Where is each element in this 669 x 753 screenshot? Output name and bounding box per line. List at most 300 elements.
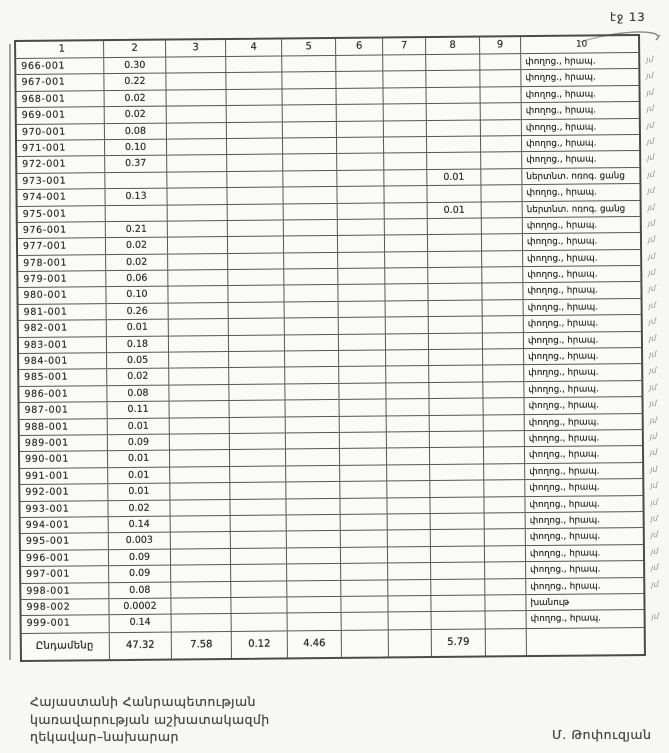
cell-area-value: 0.18 bbox=[107, 336, 169, 352]
total-col8-value: 5.79 bbox=[432, 629, 486, 656]
cell-area-value: 0.13 bbox=[105, 189, 167, 205]
cell-col4 bbox=[229, 351, 285, 367]
issuer-line-2: կառավարության աշխատակազմի bbox=[30, 711, 270, 727]
cell-land-usage: փողոց., հրապ. bbox=[525, 105, 597, 117]
cell-col4 bbox=[232, 614, 288, 631]
cell-area-value: 0.09 bbox=[109, 566, 171, 582]
cell-col5 bbox=[286, 466, 340, 482]
cell-col3 bbox=[169, 352, 229, 368]
cell-col5 bbox=[285, 384, 339, 400]
cell-col3 bbox=[169, 303, 229, 319]
cell-col9 bbox=[481, 120, 522, 136]
cell-col8-value bbox=[427, 186, 481, 202]
cell-parcel-code: 983-001 bbox=[19, 337, 107, 353]
cell-parcel-code: 989-001 bbox=[20, 435, 108, 451]
cell-col5 bbox=[285, 302, 339, 318]
cell-col3 bbox=[170, 401, 230, 417]
cell-col5 bbox=[286, 417, 340, 433]
cell-area-value: 0.05 bbox=[107, 353, 169, 369]
margin-mark: յմ bbox=[650, 481, 658, 491]
cell-col8-value bbox=[429, 350, 483, 366]
cell-col6 bbox=[340, 416, 387, 432]
cell-col6 bbox=[336, 55, 383, 71]
cell-col3 bbox=[167, 188, 227, 204]
cell-col5 bbox=[287, 515, 341, 531]
cell-area-value: 0.09 bbox=[109, 549, 171, 565]
margin-mark: յմ bbox=[649, 415, 658, 425]
cell-col6 bbox=[340, 432, 387, 448]
column-header-4: 4 bbox=[226, 39, 282, 56]
cell-parcel-code: 980-001 bbox=[18, 288, 106, 304]
cell-area-value: 0.06 bbox=[106, 271, 168, 287]
cell-col3 bbox=[167, 106, 227, 122]
column-header-2: 2 bbox=[104, 41, 166, 58]
cell-parcel-code: 991-001 bbox=[20, 468, 108, 484]
total-col4-value: 0.12 bbox=[232, 631, 288, 658]
cell-parcel-code: 974-001 bbox=[17, 189, 105, 205]
cell-col5 bbox=[287, 564, 341, 580]
cell-col4 bbox=[229, 302, 285, 318]
cell-col5 bbox=[284, 269, 338, 285]
cell-parcel-code: 985-001 bbox=[19, 370, 107, 386]
cell-parcel-code: 990-001 bbox=[20, 452, 108, 468]
cell-col4 bbox=[230, 466, 286, 482]
cell-area-value: 0.11 bbox=[108, 402, 170, 418]
cell-col5 bbox=[285, 367, 339, 383]
cell-col6 bbox=[338, 285, 385, 301]
cell-col8-value bbox=[428, 251, 482, 267]
margin-mark: յմ bbox=[650, 497, 658, 507]
cell-col9 bbox=[482, 267, 523, 283]
cell-area-value: 0.01 bbox=[107, 320, 169, 336]
cell-parcel-code: 998-002 bbox=[21, 599, 109, 615]
cell-land-usage: փողոց., հրապ. bbox=[526, 138, 597, 150]
cell-land-usage: փողոց., հրապ. bbox=[527, 285, 598, 297]
cell-col3 bbox=[169, 368, 229, 384]
cell-col9 bbox=[481, 136, 522, 152]
margin-mark: յմ bbox=[648, 251, 656, 261]
cell-parcel-code: 997-001 bbox=[21, 566, 109, 582]
cell-col7 bbox=[387, 416, 430, 432]
cell-col8-value bbox=[428, 268, 482, 284]
cell-col7 bbox=[387, 432, 430, 448]
cell-col5 bbox=[283, 121, 337, 137]
cell-parcel-code: 978-001 bbox=[18, 255, 106, 271]
cell-land-usage: ներտնտ. ոռոգ. ցանց bbox=[526, 170, 625, 182]
issuer-block bbox=[30, 693, 270, 746]
cell-col5 bbox=[288, 613, 342, 630]
cell-col9 bbox=[482, 234, 523, 250]
cell-col7 bbox=[384, 137, 427, 153]
cell-col4 bbox=[227, 171, 283, 187]
cell-parcel-code: 988-001 bbox=[20, 419, 108, 435]
margin-mark: յմ bbox=[649, 431, 658, 441]
cell-col5 bbox=[283, 187, 337, 203]
cell-col4 bbox=[231, 515, 287, 531]
cell-col7 bbox=[386, 301, 429, 317]
cell-col8-value bbox=[432, 612, 486, 629]
cell-col3 bbox=[168, 221, 228, 237]
cell-area-value: 0.003 bbox=[109, 533, 171, 549]
cell-col3 bbox=[171, 581, 231, 597]
cell-col8-value bbox=[429, 399, 483, 415]
cell-col3 bbox=[170, 483, 230, 499]
cell-col7 bbox=[387, 498, 430, 514]
cell-col6 bbox=[337, 137, 384, 153]
cell-col6 bbox=[341, 580, 388, 596]
cell-col5 bbox=[285, 335, 339, 351]
margin-mark: յմ bbox=[648, 284, 656, 294]
margin-mark: յմ bbox=[646, 87, 654, 97]
cell-col8-value bbox=[427, 136, 481, 152]
cell-col6 bbox=[339, 367, 386, 383]
cell-col5 bbox=[283, 89, 337, 105]
cell-col8-value bbox=[429, 382, 483, 398]
cell-col8-value bbox=[428, 218, 482, 234]
cell-col5 bbox=[282, 72, 336, 88]
cell-area-value: 0.08 bbox=[105, 123, 167, 139]
column-header-1: 1 bbox=[16, 41, 104, 58]
cell-col6 bbox=[341, 596, 388, 612]
cell-col3 bbox=[167, 172, 227, 188]
cell-land-usage: փողոց., հրապ. bbox=[525, 72, 596, 84]
cell-area-value bbox=[106, 205, 168, 221]
cell-col4 bbox=[229, 319, 285, 335]
cell-col5 bbox=[283, 154, 337, 170]
margin-mark: յմ bbox=[646, 71, 654, 81]
cell-land-usage: փողոց., հրապ. bbox=[530, 613, 602, 625]
cell-col3 bbox=[170, 500, 230, 516]
cell-parcel-code: 986-001 bbox=[19, 386, 107, 402]
cell-col3 bbox=[171, 532, 231, 548]
cell-col4 bbox=[231, 581, 287, 597]
cell-area-value: 0.01 bbox=[108, 451, 170, 467]
margin-mark: յմ bbox=[647, 218, 656, 228]
cell-col3 bbox=[171, 565, 231, 581]
cell-col6 bbox=[337, 187, 384, 203]
cell-parcel-code: 981-001 bbox=[19, 304, 107, 320]
cell-col9 bbox=[482, 218, 523, 234]
cell-col4 bbox=[231, 532, 287, 548]
cell-col3 bbox=[166, 73, 226, 89]
cell-col3 bbox=[171, 549, 231, 565]
cell-parcel-code: 996-001 bbox=[21, 550, 109, 566]
cell-area-value: 0.26 bbox=[107, 303, 169, 319]
table-total-row bbox=[22, 627, 644, 660]
cell-parcel-code: 993-001 bbox=[20, 501, 108, 517]
cell-col6 bbox=[338, 236, 385, 252]
cell-land-usage: փողոց., հրապ. bbox=[529, 466, 600, 477]
cell-col7 bbox=[386, 366, 429, 382]
cell-area-value: 0.14 bbox=[109, 516, 171, 532]
total-col9-cell bbox=[486, 629, 527, 655]
cell-land-usage: փողոց., հրապ. bbox=[529, 498, 600, 510]
cell-col8-value bbox=[429, 366, 483, 382]
cell-col3 bbox=[171, 516, 231, 532]
cell-area-value: 0.10 bbox=[105, 140, 167, 156]
cell-col4 bbox=[230, 450, 286, 466]
total-col10-cell bbox=[527, 628, 644, 655]
issuer-line-1: Հայաստանի Հանրապետության bbox=[30, 694, 256, 709]
cell-col4 bbox=[228, 204, 284, 220]
cell-land-usage: փողոց., հրապ. bbox=[527, 335, 599, 346]
cell-col9 bbox=[483, 382, 524, 398]
cell-area-value: 0.01 bbox=[108, 484, 170, 500]
cell-col6 bbox=[340, 400, 387, 416]
cell-col9 bbox=[485, 562, 526, 578]
cell-col9 bbox=[484, 464, 525, 480]
cell-col5 bbox=[287, 597, 341, 613]
cell-col5 bbox=[284, 220, 338, 236]
cell-col6 bbox=[340, 498, 387, 514]
cell-col6 bbox=[338, 203, 385, 219]
cell-land-usage: փողոց., հրապ. bbox=[530, 564, 601, 576]
cell-col9 bbox=[485, 595, 526, 611]
cell-col5 bbox=[285, 318, 339, 334]
cell-parcel-code: 976-001 bbox=[18, 222, 106, 238]
cell-col3 bbox=[169, 336, 229, 352]
cell-col4 bbox=[230, 401, 286, 417]
cell-col4 bbox=[229, 384, 285, 400]
cell-col3 bbox=[170, 434, 230, 450]
cell-col8-value: 0.01 bbox=[428, 202, 482, 218]
cell-land-usage: փողոց., հրապ. bbox=[526, 154, 597, 166]
cell-col3 bbox=[169, 319, 229, 335]
total-col2-value: 47.32 bbox=[110, 632, 172, 659]
cell-parcel-code: 987-001 bbox=[20, 402, 108, 418]
cell-col8-value bbox=[429, 317, 483, 333]
cell-land-usage: փողոց., հրապ. bbox=[526, 236, 598, 248]
cell-land-usage: փողոց., հրապ. bbox=[525, 121, 597, 133]
cell-land-usage: ներտնտ. ոռոգ. ցանց bbox=[526, 203, 626, 215]
margin-mark: յմ bbox=[648, 333, 657, 343]
cell-col4 bbox=[229, 368, 285, 384]
cell-col5 bbox=[285, 351, 339, 367]
cell-col8-value bbox=[431, 546, 485, 562]
cell-col7 bbox=[384, 186, 427, 202]
cell-land-usage: փողոց., հրապ. bbox=[528, 433, 600, 445]
margin-mark: յմ bbox=[649, 382, 657, 392]
cell-col5 bbox=[286, 400, 340, 416]
cell-col3 bbox=[172, 614, 232, 631]
cell-parcel-code: 967-001 bbox=[16, 75, 104, 91]
cell-col5 bbox=[283, 138, 337, 154]
cell-col3 bbox=[166, 57, 226, 73]
cell-col5 bbox=[286, 433, 340, 449]
cell-col4 bbox=[228, 253, 284, 269]
cell-area-value bbox=[105, 172, 167, 188]
cell-col9 bbox=[486, 611, 527, 628]
cell-col5 bbox=[284, 285, 338, 301]
cell-col8-value bbox=[431, 579, 485, 595]
column-header-5: 5 bbox=[282, 39, 336, 56]
cell-col4 bbox=[230, 417, 286, 433]
cell-col6 bbox=[339, 350, 386, 366]
cell-col9 bbox=[484, 497, 525, 513]
cell-col3 bbox=[168, 237, 228, 253]
cell-parcel-code: 998-001 bbox=[21, 583, 109, 599]
cell-col8-value bbox=[430, 432, 484, 448]
cell-parcel-code: 970-001 bbox=[17, 124, 105, 140]
total-col6-cell bbox=[342, 630, 389, 656]
cell-col7 bbox=[385, 285, 428, 301]
cell-col5 bbox=[287, 548, 341, 564]
cell-land-usage: փողոց., հրապ. bbox=[527, 253, 598, 264]
cell-land-usage: փողոց., հրապ. bbox=[530, 580, 601, 592]
margin-mark: յմ bbox=[646, 136, 655, 146]
cell-col6 bbox=[339, 301, 386, 317]
cell-col7 bbox=[384, 170, 427, 186]
cell-land-usage: փողոց., հրապ. bbox=[526, 187, 597, 199]
cell-col8-value bbox=[428, 235, 482, 251]
cell-col4 bbox=[227, 155, 283, 171]
cell-area-value: 0.08 bbox=[109, 582, 171, 598]
margin-mark: յմ bbox=[650, 530, 659, 540]
cell-col8-value bbox=[429, 333, 483, 349]
cell-land-usage: փողոց., հրապ. bbox=[528, 367, 599, 379]
cell-col9 bbox=[483, 349, 524, 365]
cell-col8-value bbox=[431, 513, 485, 529]
land-register-table bbox=[14, 34, 659, 662]
cell-col4 bbox=[227, 138, 283, 154]
margin-mark: յմ bbox=[647, 153, 655, 163]
cell-col8-value bbox=[428, 284, 482, 300]
total-col5-value: 4.46 bbox=[288, 631, 342, 658]
cell-col5 bbox=[287, 580, 341, 596]
cell-col9 bbox=[483, 366, 524, 382]
cell-land-usage: փողոց., հրապ. bbox=[526, 220, 598, 232]
issuer-line-3: ղեկավար–նախարար bbox=[30, 729, 179, 744]
cell-col8-value bbox=[426, 71, 480, 87]
cell-col4 bbox=[228, 286, 284, 302]
cell-col3 bbox=[170, 450, 230, 466]
cell-col5 bbox=[283, 105, 337, 121]
cell-col7 bbox=[388, 596, 431, 612]
cell-parcel-code: 994-001 bbox=[21, 517, 109, 533]
cell-col7 bbox=[387, 399, 430, 415]
cell-area-value: 0.02 bbox=[106, 254, 168, 270]
cell-col6 bbox=[338, 269, 385, 285]
cell-col7 bbox=[388, 580, 431, 596]
cell-parcel-code: 969-001 bbox=[17, 107, 105, 123]
cell-parcel-code: 968-001 bbox=[17, 91, 105, 107]
total-label: Ընդամենը bbox=[22, 633, 110, 660]
cell-col9 bbox=[483, 398, 524, 414]
cell-parcel-code: 984-001 bbox=[19, 353, 107, 369]
cell-col5 bbox=[284, 236, 338, 252]
cell-col8-value bbox=[431, 595, 485, 611]
cell-land-usage: փողոց., հրապ. bbox=[528, 417, 600, 428]
cell-col7 bbox=[385, 268, 428, 284]
cell-col3 bbox=[167, 90, 227, 106]
cell-parcel-code: 992-001 bbox=[20, 484, 108, 500]
cell-parcel-code: 972-001 bbox=[17, 156, 105, 172]
scan-artifact-left-line bbox=[9, 44, 11, 660]
cell-area-value: 0.02 bbox=[106, 238, 168, 254]
cell-col3 bbox=[171, 598, 231, 614]
margin-mark: յմ bbox=[647, 169, 655, 179]
margin-mark: յմ bbox=[648, 300, 656, 310]
cell-area-value: 0.0002 bbox=[109, 598, 171, 614]
cell-land-usage: փողոց., հրապ. bbox=[528, 449, 600, 461]
cell-area-value: 0.08 bbox=[107, 385, 169, 401]
cell-col3 bbox=[167, 139, 227, 155]
cell-area-value: 0.10 bbox=[106, 287, 168, 303]
cell-col5 bbox=[284, 253, 338, 269]
cell-col6 bbox=[341, 564, 388, 580]
cell-land-usage: փողոց., հրապ. bbox=[529, 548, 601, 559]
cell-parcel-code: 977-001 bbox=[18, 238, 106, 254]
cell-col7 bbox=[385, 203, 428, 219]
cell-col5 bbox=[287, 531, 341, 547]
cell-col3 bbox=[169, 385, 229, 401]
margin-mark: յմ bbox=[648, 267, 656, 278]
margin-mark: յմ bbox=[647, 186, 655, 196]
cell-area-value: 0.22 bbox=[104, 74, 166, 90]
cell-col7 bbox=[387, 465, 430, 481]
margin-mark: յմ bbox=[649, 366, 657, 376]
cell-area-value: 0.14 bbox=[110, 615, 172, 632]
margin-mark: յմ bbox=[649, 349, 657, 359]
cell-land-usage: փողոց., հրապ. bbox=[528, 400, 599, 412]
cell-land-usage: փողոց., հրապ. bbox=[529, 482, 600, 494]
cell-land-usage: փողոց., հրապ. bbox=[529, 515, 601, 527]
margin-mark: յմ bbox=[650, 464, 658, 474]
cell-col7 bbox=[387, 481, 430, 497]
cell-parcel-code: 979-001 bbox=[18, 271, 106, 287]
column-header-9: 9 bbox=[480, 37, 521, 53]
cell-parcel-code: 973-001 bbox=[17, 173, 105, 189]
cell-col3 bbox=[168, 254, 228, 270]
column-header-7: 7 bbox=[383, 38, 426, 54]
cell-area-value: 0.21 bbox=[106, 221, 168, 237]
cell-area-value: 0.02 bbox=[105, 90, 167, 106]
cell-col3 bbox=[170, 418, 230, 434]
cell-col7 bbox=[385, 219, 428, 235]
cell-col5 bbox=[286, 449, 340, 465]
total-col3-value: 7.58 bbox=[172, 632, 232, 659]
margin-mark: յմ bbox=[648, 317, 657, 327]
cell-col7 bbox=[385, 252, 428, 268]
cell-col4 bbox=[227, 89, 283, 105]
cell-col7 bbox=[389, 612, 432, 629]
cell-col4 bbox=[227, 122, 283, 138]
cell-col4 bbox=[228, 237, 284, 253]
margin-mark: յմ bbox=[651, 579, 659, 589]
cell-col6 bbox=[337, 105, 384, 121]
cell-col9 bbox=[485, 529, 526, 545]
cell-col9 bbox=[480, 54, 521, 70]
margin-mark: յմ bbox=[651, 562, 659, 573]
cell-col6 bbox=[338, 219, 385, 235]
cell-col8-value bbox=[430, 497, 484, 513]
cell-land-usage: փողոց., հրապ. bbox=[528, 384, 599, 395]
cell-col4 bbox=[230, 433, 286, 449]
cell-col6 bbox=[337, 170, 384, 186]
cell-col4 bbox=[226, 73, 282, 89]
cell-col7 bbox=[387, 448, 430, 464]
cell-col7 bbox=[384, 88, 427, 104]
cell-col9 bbox=[484, 415, 525, 431]
cell-col9 bbox=[485, 513, 526, 529]
cell-col9 bbox=[481, 87, 522, 103]
cell-col9 bbox=[482, 251, 523, 267]
cell-col9 bbox=[484, 431, 525, 447]
margin-mark: յմ bbox=[650, 546, 659, 556]
cell-area-value: 0.09 bbox=[108, 435, 170, 451]
column-header-10: 10 bbox=[575, 39, 588, 50]
cell-area-value: 0.02 bbox=[108, 500, 170, 516]
